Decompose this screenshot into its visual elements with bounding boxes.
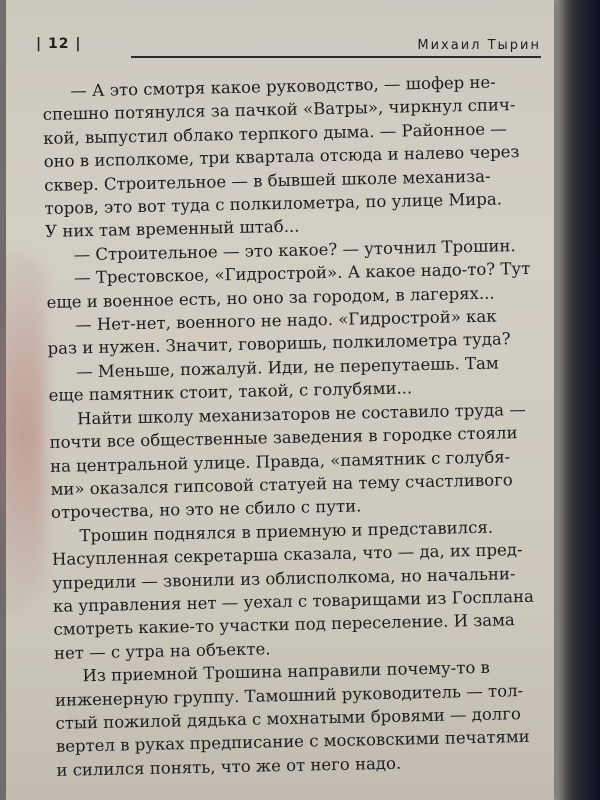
text-line: отрочества, но это не сбило с пути.	[50, 496, 362, 523]
text-line: почти все общественные заведения в городке стояли	[49, 423, 518, 453]
text-line: — Меньше, пожалуй. Иди, не перепутаешь. Там	[75, 353, 499, 382]
text-line: кой, выпустил облако терпкого дыма. — Районное —	[43, 119, 507, 148]
page-header	[36, 34, 541, 64]
text-line: раз и нужен. Значит, говоришь, полкилометра туда?	[47, 329, 511, 359]
body-text	[42, 70, 543, 782]
text-line: стый пожилой дядька с мохнатыми бровями — долго	[55, 704, 522, 733]
text-line: смотреть какие-то участки под переселение. И зама	[53, 610, 515, 640]
text-line: спешно потянулся за пачкой «Ватры», чиркнул спич-	[42, 95, 516, 125]
text-line: Найти школу механизаторов не составило труда —	[76, 399, 526, 429]
text-line: ка управления нет — уехал с товарищами из Госплана	[52, 586, 535, 616]
text-line: на центральной улице. Правда, «памятник с голубя-	[49, 446, 511, 476]
text-line: — Трестовское, «Гидрострой». А какое надо-то? Тут	[73, 259, 531, 288]
text-line: — Нет-нет, военного не надо. «Гидрострой» как	[74, 306, 497, 335]
text-line: еще памятник стоит, такой, с голубями...	[48, 378, 413, 406]
text-line: сквер. Строительное — в бывшей школе механиза-	[44, 166, 491, 195]
text-line: Трошин поднялся в приемную и представился.	[79, 517, 494, 546]
background-edge	[554, 0, 600, 800]
text-line: и силился понять, что же от него надо.	[56, 753, 402, 780]
text-line: нет — с утра на объекте.	[53, 639, 271, 663]
text-line: упредили — звонили из облисполкома, но начальни-	[52, 563, 516, 593]
running-head-author: Михаил Тырин	[417, 38, 541, 53]
header-rule	[131, 56, 541, 58]
text-line: Из приемной Трошина направили почему-то в	[82, 657, 491, 686]
text-line: — А это смотря какое руководство, — шофер не-	[70, 72, 496, 101]
text-line: У них там временный штаб...	[44, 217, 300, 242]
page-number: | 12 |	[36, 36, 82, 52]
text-line: инженерную группу. Тамошний руководитель — тол-	[54, 680, 524, 710]
finger-shadow	[0, 250, 46, 610]
text-line: торов, это вот туда с полкилометра, по улице Мира.	[44, 189, 503, 219]
book-page	[6, 0, 554, 800]
text-line: ми» оказался гипсовой статуей на тему счастливого	[50, 470, 513, 499]
text-line: вертел в руках предписание с московскими печатями	[55, 727, 530, 757]
text-line: Насупленная секретарша сказала, что — да, их пред-	[51, 540, 523, 570]
text-line: оно в исполкоме, три квартала отсюда и налево через	[43, 142, 520, 172]
text-line: еще и военное есть, но оно за городом, в лагерях...	[46, 283, 495, 312]
text-line: — Строительное — это какое? — уточнил Трошин.	[73, 235, 516, 265]
